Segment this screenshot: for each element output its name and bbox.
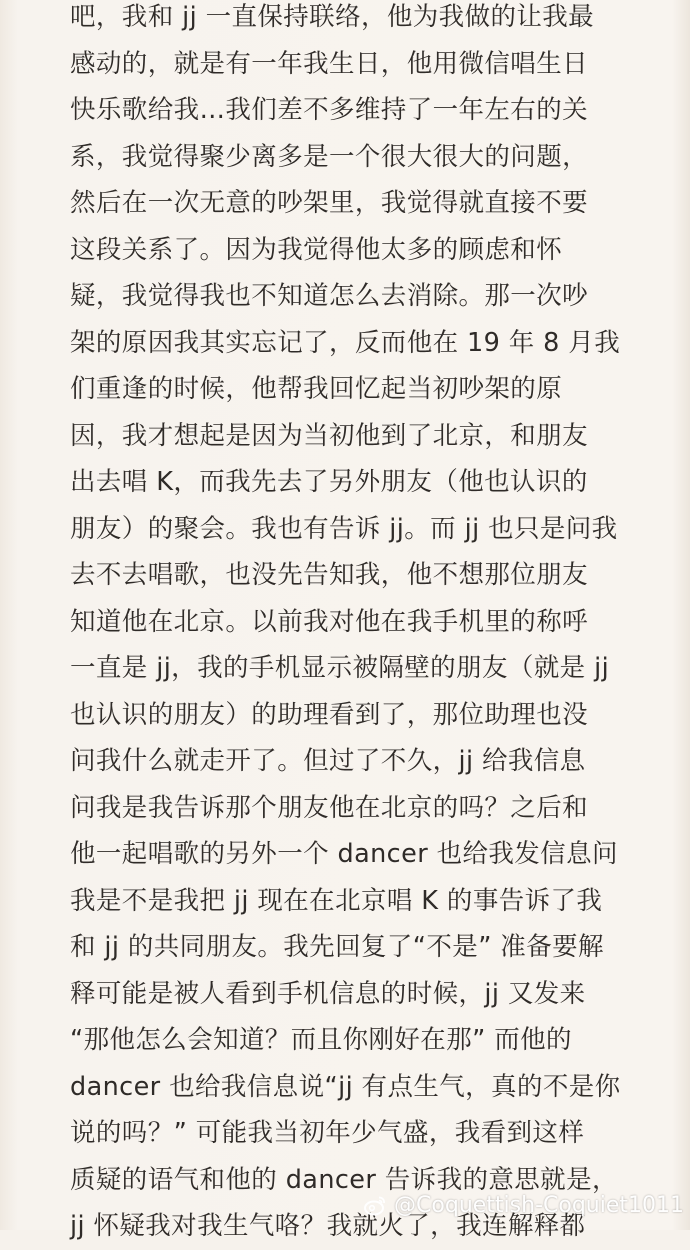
- watermark: [362, 1188, 684, 1222]
- text-line: 也认识的朋友）的助理看到了，那位助理也没: [70, 699, 589, 730]
- text-line: 问我是我告诉那个朋友他在北京的吗？之后和: [70, 792, 589, 823]
- text-line: 疑，我觉得我也不知道怎么去消除。那一次吵: [70, 281, 589, 311]
- text-line: 架的原因我其实忘记了，反而他在 19 年 8 月我: [70, 327, 621, 358]
- text-line: dancer 也给我信息说“jj 有点生气，真的不是你: [70, 1071, 621, 1102]
- watermark-handle: @Coquettish-Coquiet1011: [394, 1192, 684, 1218]
- text-line: 吧，我和 jj 一直保持联络，他为我做的让我最: [70, 2, 595, 32]
- text-line: 系，我觉得聚少离多是一个很大很大的问题，: [70, 141, 589, 172]
- text-line: 质疑的语气和他的 dancer 告诉我的意思就是，: [70, 1164, 618, 1195]
- text-line: 朋友）的聚会。我也有告诉 jj。而 jj 也只是问我: [70, 513, 618, 544]
- text-line: 知道他在北京。以前我对他在我手机里的称呼: [70, 606, 589, 637]
- text-line: 这段关系了。因为我觉得他太多的顾虑和怀: [70, 234, 563, 265]
- text-line: 因，我才想起是因为当初他到了北京，和朋友: [70, 420, 589, 451]
- text-line: 和 jj 的共同朋友。我先回复了“不是” 准备要解: [70, 932, 604, 962]
- text-line: 们重逢的时候，他帮我回忆起当初吵架的原: [70, 374, 563, 404]
- text-line: 释可能是被人看到手机信息的时候，jj 又发来: [70, 978, 586, 1009]
- text-line: 我是不是我把 jj 现在在北京唱 K 的事告诉了我: [70, 885, 603, 916]
- text-line: 一直是 jj，我的手机显示被隔壁的朋友（就是 jj: [70, 653, 610, 683]
- text-line: “那他怎么会知道？而且你刚好在那” 而他的: [70, 1025, 572, 1055]
- text-line: 出去唱 K，而我先去了另外朋友（他也认识的: [70, 467, 588, 497]
- text-line: jj 怀疑我对我生气咯？我就火了，我连解释都: [70, 1211, 586, 1241]
- weibo-icon: [362, 1192, 388, 1218]
- text-line: 快乐歌给我…我们差不多维持了一年左右的关: [70, 95, 589, 125]
- text-line: 感动的，就是有一年我生日，他用微信唱生日: [70, 48, 589, 79]
- document-body: [70, 0, 630, 1250]
- text-line: 去不去唱歌，也没先告知我，他不想那位朋友: [70, 560, 589, 590]
- text-line: 说的吗？” 可能我当初年少气盛，我看到这样: [70, 1118, 585, 1148]
- text-line: 然后在一次无意的吵架里，我觉得就直接不要: [70, 188, 589, 218]
- text-line: 他一起唱歌的另外一个 dancer 也给我发信息问: [70, 839, 618, 869]
- text-line: 问我什么就走开了。但过了不久，jj 给我信息: [70, 746, 586, 776]
